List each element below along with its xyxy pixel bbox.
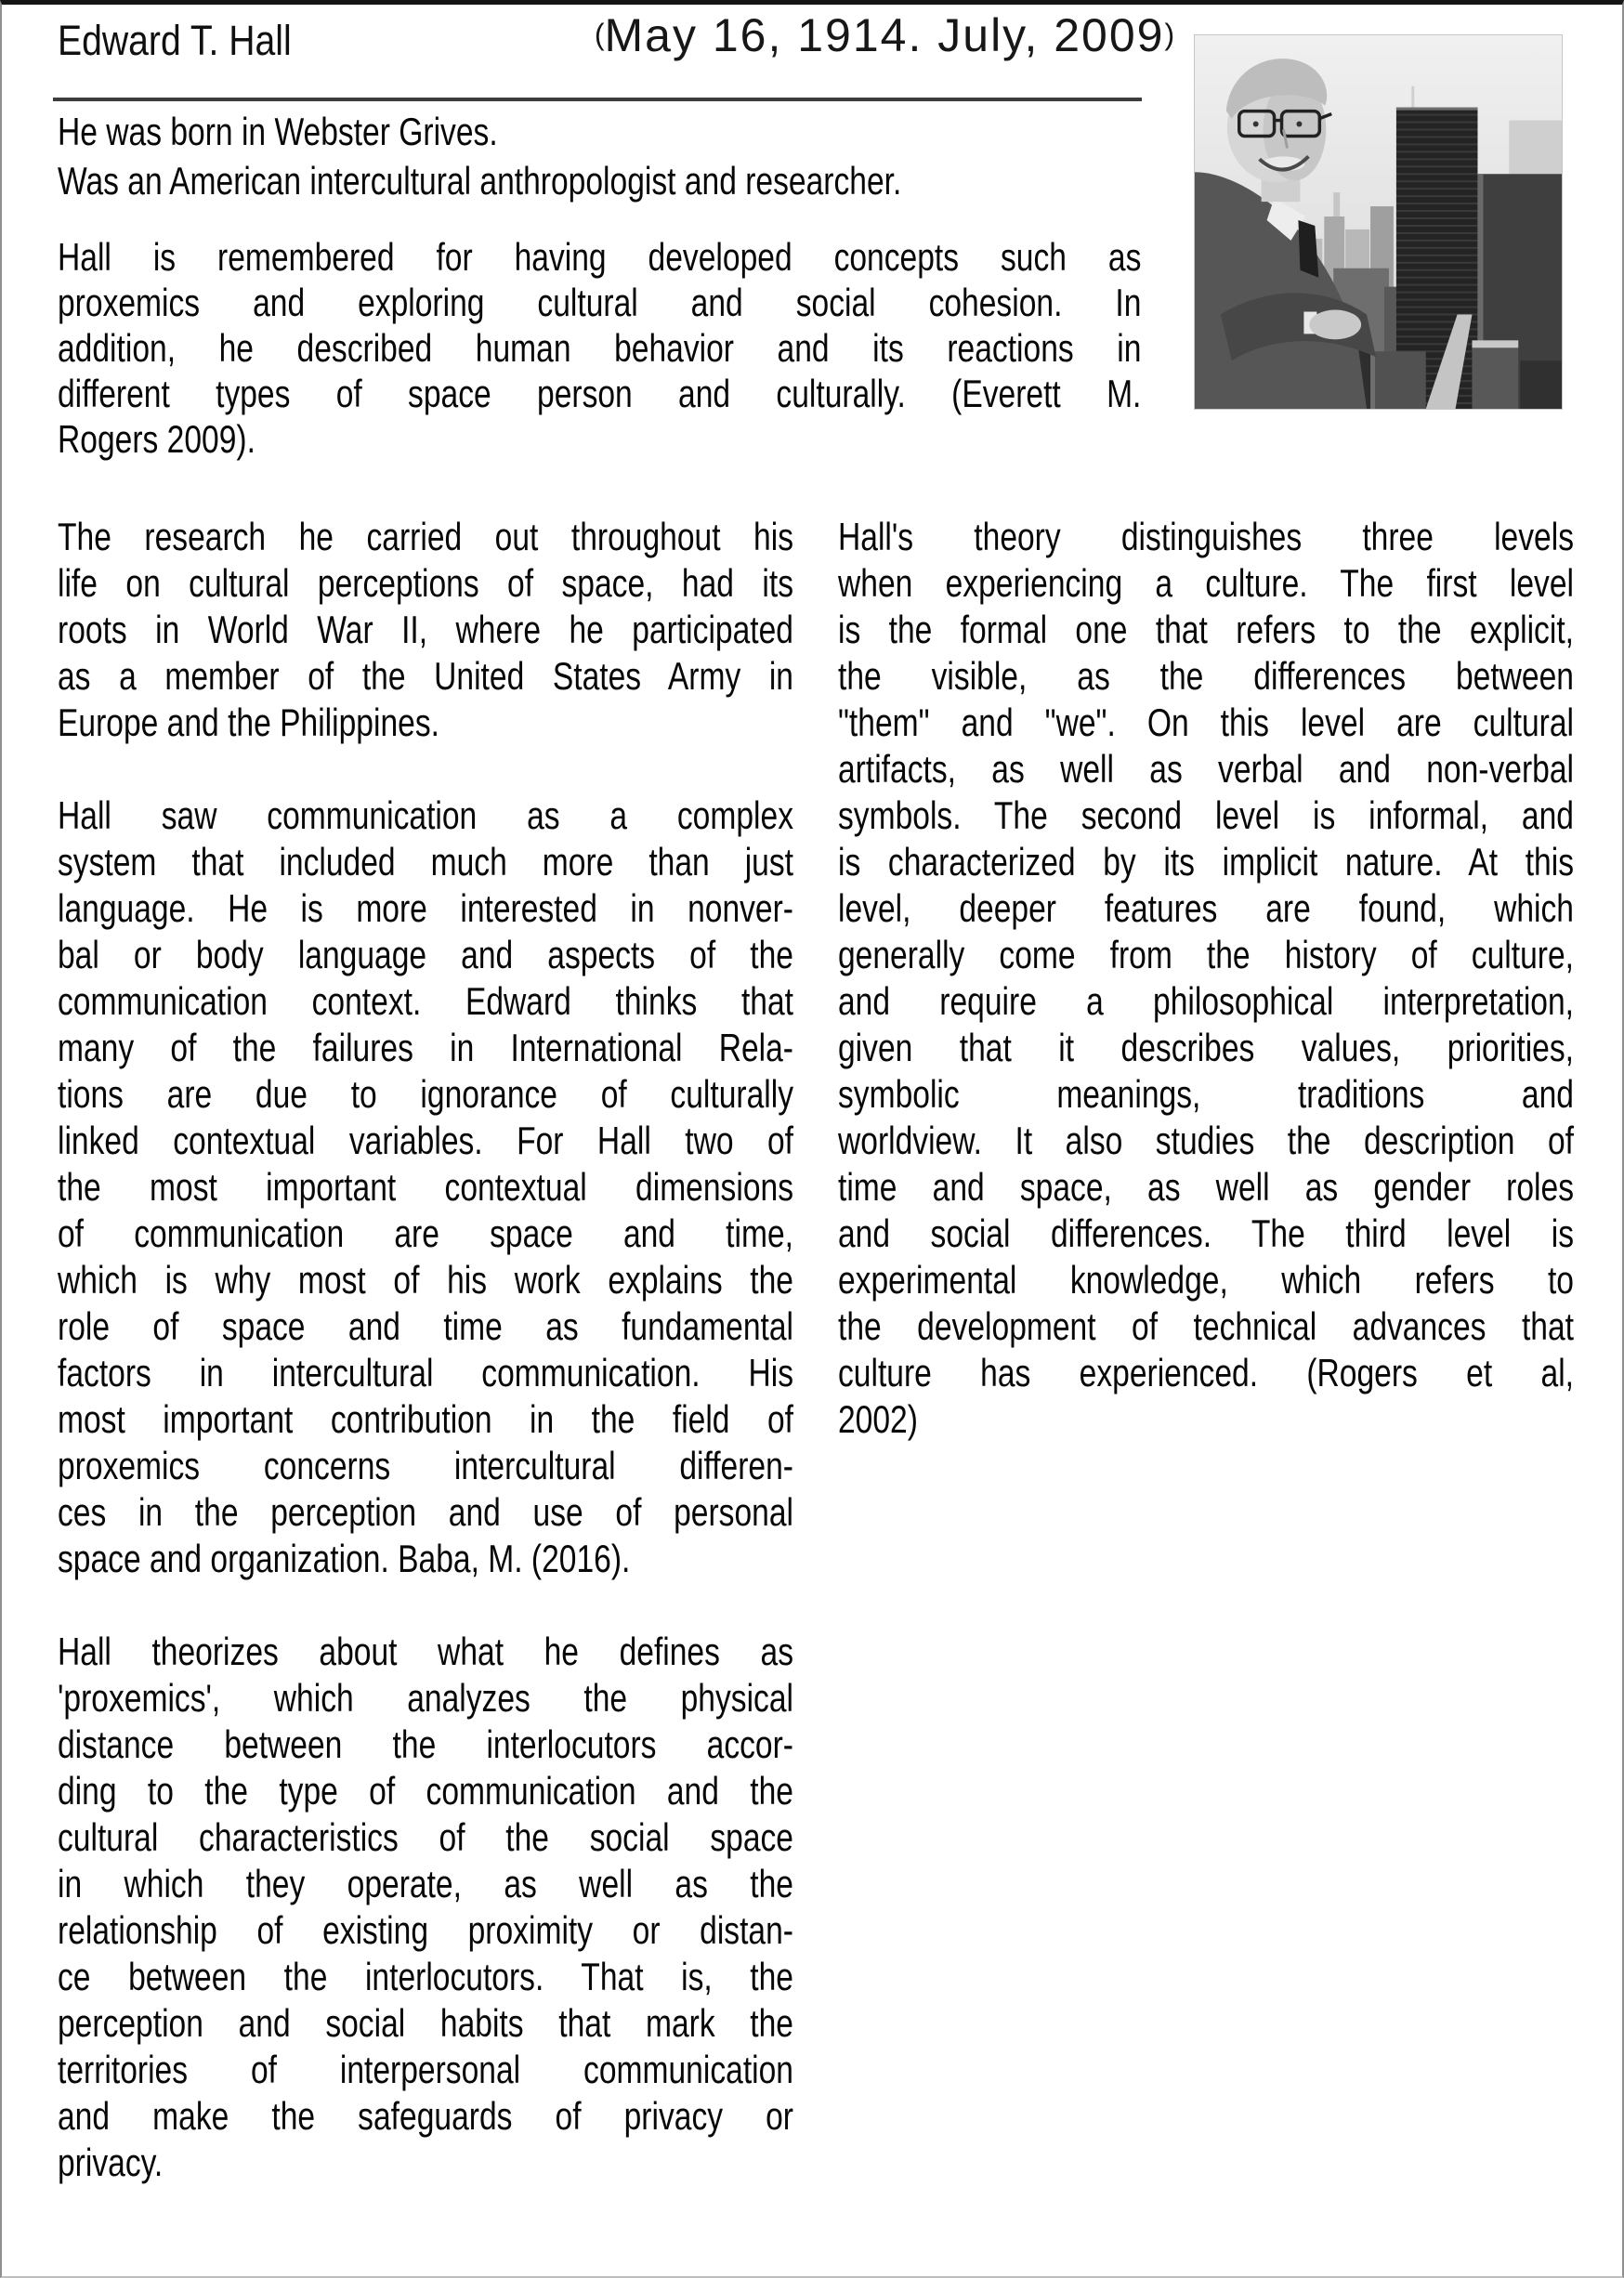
portrait-photo — [1194, 34, 1563, 410]
text-line: Hall is remembered for having developed concepts such as — [58, 235, 1142, 279]
header-divider-rule — [53, 98, 1142, 101]
paragraph-communication — [58, 792, 793, 1582]
text-line: He was born in Webster Grives. — [58, 110, 498, 153]
text-line: 2002) — [838, 1397, 918, 1441]
text-line: and require a philosophical interpretation, — [838, 979, 1574, 1023]
text-line: cultural characteristics of the social space — [58, 1815, 793, 1859]
text-line: ce between the interlocutors. That is, the — [58, 1955, 793, 1998]
text-line: many of the failures in International Rela- — [58, 1026, 793, 1069]
text-line: different types of space person and culturally. (Everett M. — [58, 372, 1142, 415]
text-line: the visible, as the differences between — [838, 654, 1574, 698]
paragraph-proxemics — [58, 1629, 793, 2186]
text-line: and make the safeguards of privacy or — [58, 2094, 793, 2138]
portrait-photo-image — [1194, 34, 1563, 410]
text-line: privacy. — [58, 2141, 164, 2184]
text-line: most important contribution in the field of — [58, 1397, 793, 1441]
text-line: territories of interpersonal communication — [58, 2048, 793, 2091]
text-line: tions are due to ignorance of culturally — [58, 1072, 793, 1116]
intro-paragraph — [58, 234, 1141, 462]
text-line: Rogers 2009). — [58, 417, 255, 461]
text-line: system that included much more than just — [58, 840, 793, 884]
text-line: The research he carried out throughout his — [58, 515, 793, 558]
text-line: bal or body language and aspects of the — [58, 933, 793, 976]
text-line: is characterized by its implicit nature. At this — [838, 840, 1574, 884]
text-line: Was an American intercultural anthropologist and researcher. — [58, 159, 902, 203]
text-line: culture has experienced. (Rogers et al, — [838, 1351, 1574, 1394]
text-line: level, deeper features are found, which — [838, 886, 1574, 930]
text-line: role of space and time as fundamental — [58, 1304, 793, 1348]
text-line: in which they operate, as well as the — [58, 1862, 793, 1905]
right-column — [838, 514, 1574, 1443]
text-line: addition, he described human behavior and its reactions in — [58, 326, 1142, 370]
person-name: Edward T. Hall — [58, 17, 292, 64]
text-line: language. He is more interested in nonver- — [58, 886, 793, 930]
paragraph-research — [58, 514, 793, 746]
text-line: the most important contextual dimensions — [58, 1165, 793, 1209]
text-line: linked contextual variables. For Hall two of — [58, 1119, 793, 1162]
text-line: factors in intercultural communication. His — [58, 1351, 793, 1394]
text-line: 'proxemics', which analyzes the physical — [58, 1676, 793, 1720]
dates-text: May 16, 1914. July, 2009 — [604, 9, 1165, 61]
text-line: the development of technical advances that — [838, 1304, 1574, 1348]
intro-lines — [58, 107, 1172, 205]
text-line: Europe and the Philippines. — [58, 700, 439, 744]
text-line: ding to the type of communication and the — [58, 1769, 793, 1813]
text-line: as a member of the United States Army in — [58, 654, 793, 698]
text-line: ces in the perception and use of personal — [58, 1490, 793, 1534]
text-line: proxemics concerns intercultural differen- — [58, 1444, 793, 1487]
left-column — [58, 514, 793, 2186]
text-line: relationship of existing proximity or distan- — [58, 1908, 793, 1952]
text-line: Hall's theory distinguishes three levels — [838, 515, 1574, 558]
dates-close-paren: ) — [1164, 18, 1175, 51]
text-line: Hall theorizes about what he defines as — [58, 1630, 793, 1673]
text-line: "them" and "we". On this level are cultural — [838, 700, 1574, 744]
text-line: experimental knowledge, which refers to — [838, 1258, 1574, 1302]
text-line: and social differences. The third level is — [838, 1211, 1574, 1255]
text-line: generally come from the history of culture, — [838, 933, 1574, 976]
paragraph-three-levels — [838, 514, 1574, 1443]
text-line: perception and social habits that mark the — [58, 2001, 793, 2045]
text-line: which is why most of his work explains the — [58, 1258, 793, 1302]
text-line: is the formal one that refers to the explicit, — [838, 608, 1574, 651]
text-line: distance between the interlocutors accor- — [58, 1722, 793, 1766]
text-line: roots in World War II, where he participated — [58, 608, 793, 651]
text-line: symbolic meanings, traditions and — [838, 1072, 1574, 1116]
text-line: space and organization. Baba, M. (2016). — [58, 1537, 631, 1580]
text-line: time and space, as well as gender roles — [838, 1165, 1574, 1209]
life-dates — [564, 5, 1205, 72]
dates-open-paren: ( — [594, 18, 605, 51]
text-line: given that it describes values, priorities, — [838, 1026, 1574, 1069]
text-line: artifacts, as well as verbal and non-verbal — [838, 747, 1574, 791]
text-line: Hall saw communication as a complex — [58, 793, 793, 837]
text-line: worldview. It also studies the description of — [838, 1119, 1574, 1162]
text-line: communication context. Edward thinks that — [58, 979, 793, 1023]
text-line: life on cultural perceptions of space, had its — [58, 561, 793, 605]
text-line: of communication are space and time, — [58, 1211, 793, 1255]
text-line: when experiencing a culture. The first level — [838, 561, 1574, 605]
text-line: proxemics and exploring cultural and social cohesion. In — [58, 281, 1142, 324]
text-line: symbols. The second level is informal, and — [838, 793, 1574, 837]
